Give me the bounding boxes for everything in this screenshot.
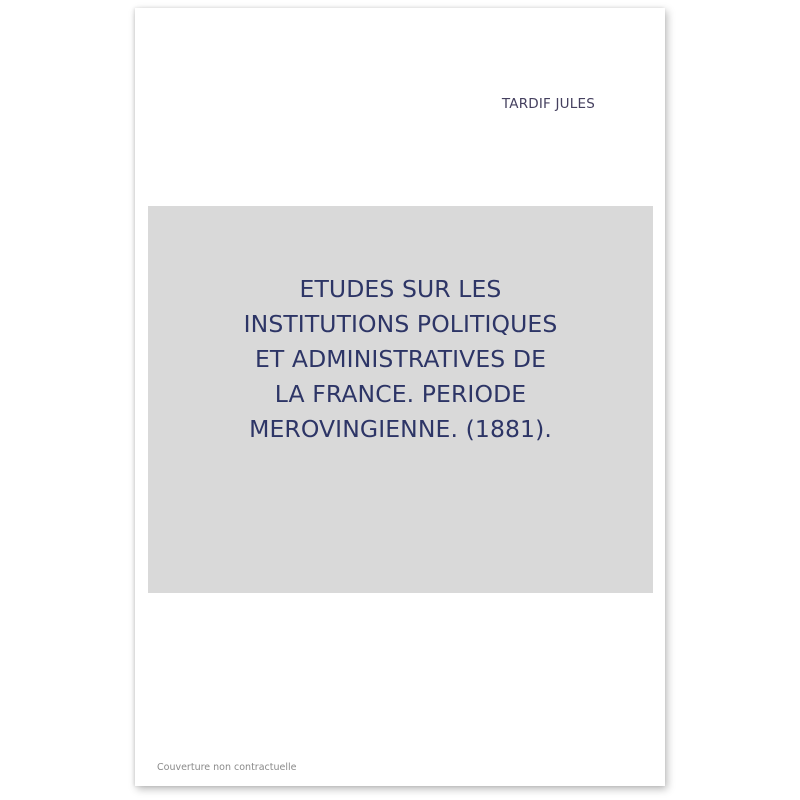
- title-line: MEROVINGIENNE. (1881).: [249, 415, 552, 443]
- book-title: [148, 272, 653, 447]
- title-line: ETUDES SUR LES: [299, 275, 502, 303]
- cover-disclaimer: Couverture non contractuelle: [157, 762, 297, 773]
- title-panel: [148, 206, 653, 593]
- title-line: INSTITUTIONS POLITIQUES: [243, 310, 558, 338]
- title-line: ET ADMINISTRATIVES DE: [254, 345, 547, 373]
- book-cover: [135, 8, 665, 786]
- author-name: TARDIF JULES: [501, 96, 595, 112]
- title-line: LA FRANCE. PERIODE: [274, 380, 527, 408]
